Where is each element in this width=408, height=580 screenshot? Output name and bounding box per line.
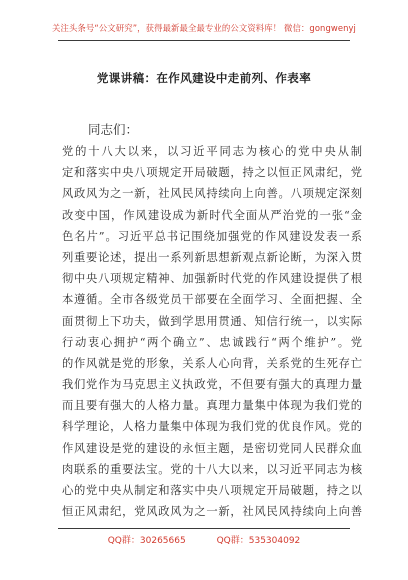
header-divider [58, 40, 350, 41]
salutation: 同志们： [88, 122, 139, 137]
body-line: 本遵循。全市各级党员干部要在全面学习、全面把握、全 [62, 293, 362, 307]
body-line: 面贯彻上下功夫，做到学思用贯通、知信行统一，以实际 [62, 314, 362, 328]
body-line: 而且要有强大的人格力量。真理力量集中体现为我们党的 [62, 399, 362, 413]
body-line: 色名片”。习近平总书记围绕加强党的作风建设发表一系 [62, 229, 362, 243]
body-line: 科学理论，人格力量集中体现为我们党的优良作风。党的 [62, 420, 362, 434]
footer-divider [58, 528, 350, 529]
body-line: 改变中国，作风建设成为新时代全面从严治党的一张“金 [62, 208, 362, 222]
body-line: 的作风就是党的形象，关系人心向背，关系党的生死存亡 [62, 356, 362, 370]
body-text [62, 141, 362, 522]
body-line: 心的党中央从制定和落实中央八项规定开局破题，持之以 [62, 484, 362, 497]
footer-contacts [0, 533, 408, 546]
document-title: 党课讲稿：在作风建设中走前列、作表率 [96, 71, 312, 85]
body-line: 我们党作为马克思主义执政党，不但要有强大的真理力量 [62, 378, 362, 392]
body-line: 行动衷心拥护“两个确立”、忠诚践行“两个维护”。党 [62, 335, 362, 349]
body-line: 恒正风肃纪，党风政风为之一新，社风民风持续向上向善 [62, 505, 362, 519]
body-line: 列重要论述，提出一系列新思想新观点新论断，为深入贯 [62, 250, 362, 264]
body-line: 风政风为之一新，社风民风持续向上向善。八项规定深刻 [62, 187, 362, 201]
qq-group-2: QQ群：535304092 [216, 536, 301, 546]
body-line: 肉联系的重要法宝。党的十八大以来，以习近平同志为核 [62, 462, 362, 476]
body-line: 彻中央八项规定精神、加强新时代党的作风建设提供了根 [62, 272, 362, 286]
body-line: 作风建设是党的建设的永恒主题，是密切党同人民群众血 [62, 441, 362, 455]
body-line: 党的十八大以来，以习近平同志为核心的党中央从制 [62, 145, 362, 158]
body-line: 定和落实中央八项规定开局破题，持之以恒正风肃纪，党 [62, 166, 362, 180]
qq-group-1: QQ群：30265665 [107, 536, 186, 546]
header-banner: 关注头条号“公文研究”，获得最新最全最专业的公文资料库！ 微信：gongwenyj [52, 23, 356, 33]
